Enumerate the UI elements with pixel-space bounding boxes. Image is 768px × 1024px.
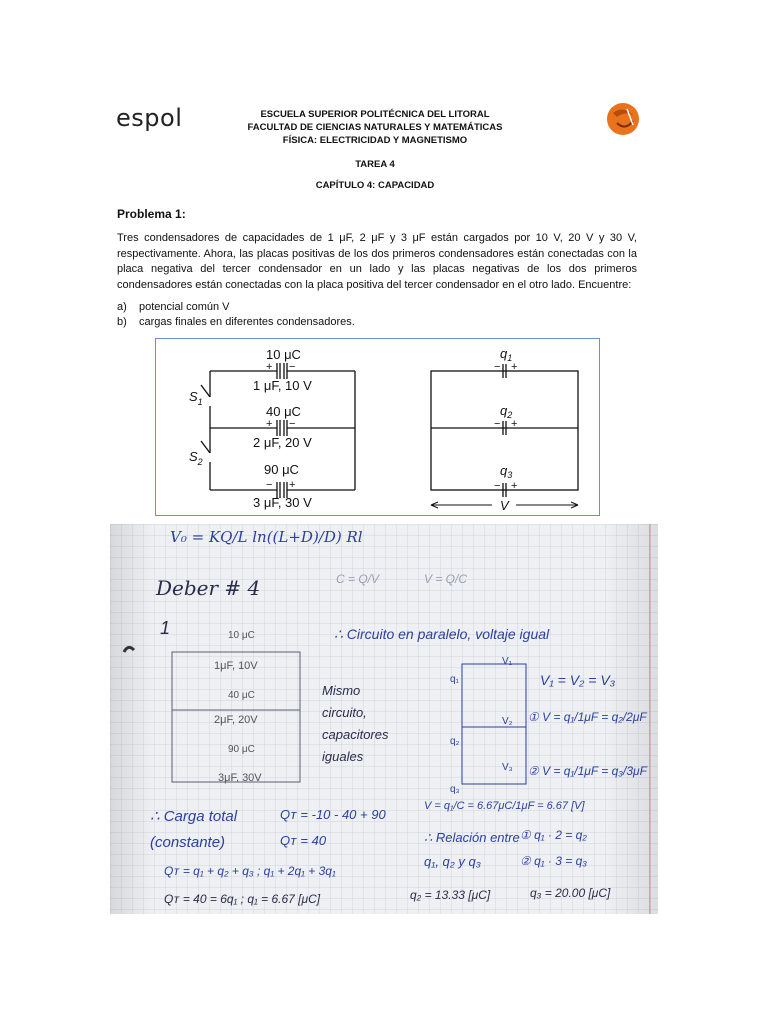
note-c2-label: 2μF, 20V (214, 714, 258, 726)
note-right-q3: q₃ (450, 784, 460, 795)
note-charge-sum: Qᴛ = q₁ + q₂ + q₃ ; q₁ + 2q₁ + 3q₁ (164, 864, 336, 878)
c1-value-label: 1 μF, 10 V (253, 378, 312, 393)
problem-title: Problema 1: (117, 207, 186, 221)
note-deber-title: Deber # 4 (156, 576, 261, 600)
c2-plus-sign: + (266, 418, 273, 430)
chapter-title: CAPÍTULO 4: CAPACIDAD (315, 180, 435, 191)
note-parallel-text: ∴ Circuito en paralelo, voltaje igual (334, 626, 550, 642)
problem-item-b: b) cargas finales en diferentes condensadores. (117, 316, 355, 328)
note-right-q2: q₂ (450, 736, 460, 747)
note-c2-charge: 40 μC (228, 690, 255, 701)
handwritten-solution-photo (110, 524, 658, 914)
note-right-v1: V₁ (502, 656, 513, 667)
note-equation-2: ② V = q₁/1μF = q₃/3μF (528, 764, 647, 778)
q1-label: $q_1$ (500, 346, 513, 363)
note-q3-final: q₃ = 20.00 [μC] (530, 886, 611, 900)
q2-plus-sign: + (511, 418, 518, 430)
note-q1-final: Qᴛ = 40 = 6q₁ ; q₁ = 6.67 [μC] (164, 892, 321, 906)
note-voltage-eq: V = Q/C (424, 572, 468, 586)
note-equation-1: ① V = q₁/1μF = q₂/2μF (528, 710, 647, 724)
switch-s2-label: $S_2$ (189, 449, 203, 467)
q3-plus-sign: + (511, 480, 518, 492)
faculty-name: FACULTAD DE CIENCIAS NATURALES Y MATEMÁTICAS (247, 122, 503, 133)
c3-charge-label: 90 μC (264, 462, 299, 477)
c1-charge-label: 10 μC (266, 347, 301, 362)
q3-minus-sign: − (494, 480, 501, 492)
q2-label: $q_2$ (500, 403, 513, 420)
problem-item-a: a) potencial común V (117, 301, 230, 313)
switch-s1-label: $S_1$ (189, 389, 203, 407)
c3-plus-sign: + (289, 479, 296, 491)
assignment-title: TAREA 4 (355, 159, 395, 170)
voltage-v-label: V (500, 498, 509, 513)
note-formula-top: V₀ = KQ/L ln((L+D)/D) Rl (170, 528, 363, 546)
note-same-circuit: Mismo circuito, capacitores iguales (322, 683, 389, 764)
q3-label: $q_3$ (500, 463, 513, 480)
note-right-q1: q₁ (450, 674, 459, 685)
university-name: ESCUELA SUPERIOR POLITÉCNICA DEL LITORAL (260, 109, 490, 120)
c3-value-label: 3 μF, 30 V (253, 495, 312, 510)
note-q2-final: q₂ = 13.33 [μC] (410, 888, 491, 902)
q2-minus-sign: − (494, 418, 501, 430)
course-name: FÍSICA: ELECTRICIDAD Y MAGNETISMO (282, 135, 468, 146)
note-c1-label: 1μF, 10V (214, 660, 258, 672)
espol-emblem-icon (603, 101, 643, 137)
note-total-charge: ∴ Carga total (constante) (150, 808, 238, 851)
c1-plus-sign: + (266, 361, 273, 373)
problem-statement: Tres condensadores de capacidades de 1 μF, 2 μF y 3 μF están cargados por 10 V, 20 V y 30 V, respectivamente. Ahora, las placas positivas de los dos primeros condensadores están conectadas con la placa negativa del tercer condensador en un lado y las placas negativas de los dos primeros condensadores están conectadas con la placa positiva del tercer condensador en el otro lado. Encuentre: (117, 232, 637, 291)
note-voltage-result: V = q₁/C = 6.67μC/1μF = 6.67 [V] (424, 800, 585, 812)
note-voltage-equal: V₁ = V₂ = V₃ (540, 672, 616, 688)
note-c1-charge: 10 μC (228, 630, 255, 641)
c2-charge-label: 40 μC (266, 404, 301, 419)
c1-minus-sign: − (289, 361, 296, 373)
note-capacitance-eq: C = Q/V (336, 572, 380, 586)
espol-logo-text: espol (116, 104, 183, 132)
q1-plus-sign: + (511, 361, 518, 373)
c2-value-label: 2 μF, 20 V (253, 435, 312, 450)
note-relations-list: ① q₁ · 2 = q₂ ② q₁ · 3 = q₃ (520, 828, 587, 868)
q1-minus-sign: − (494, 361, 501, 373)
problem-items (117, 300, 355, 330)
note-right-v2: V₂ (502, 716, 513, 727)
note-c3-charge: 90 μC (228, 744, 255, 755)
c2-minus-sign: − (289, 418, 296, 430)
note-c3-label: 3μF, 30V (218, 772, 262, 784)
note-qt-calc: Qᴛ = -10 - 40 + 90 Qᴛ = 40 (280, 807, 386, 848)
note-relation: ∴ Relación entre q₁, q₂ y q₃ (424, 830, 520, 869)
note-problem-number: 1 (160, 618, 171, 638)
circuit-figure (155, 338, 600, 516)
note-right-v3: V₃ (502, 762, 513, 773)
c3-minus-sign: − (266, 479, 273, 491)
